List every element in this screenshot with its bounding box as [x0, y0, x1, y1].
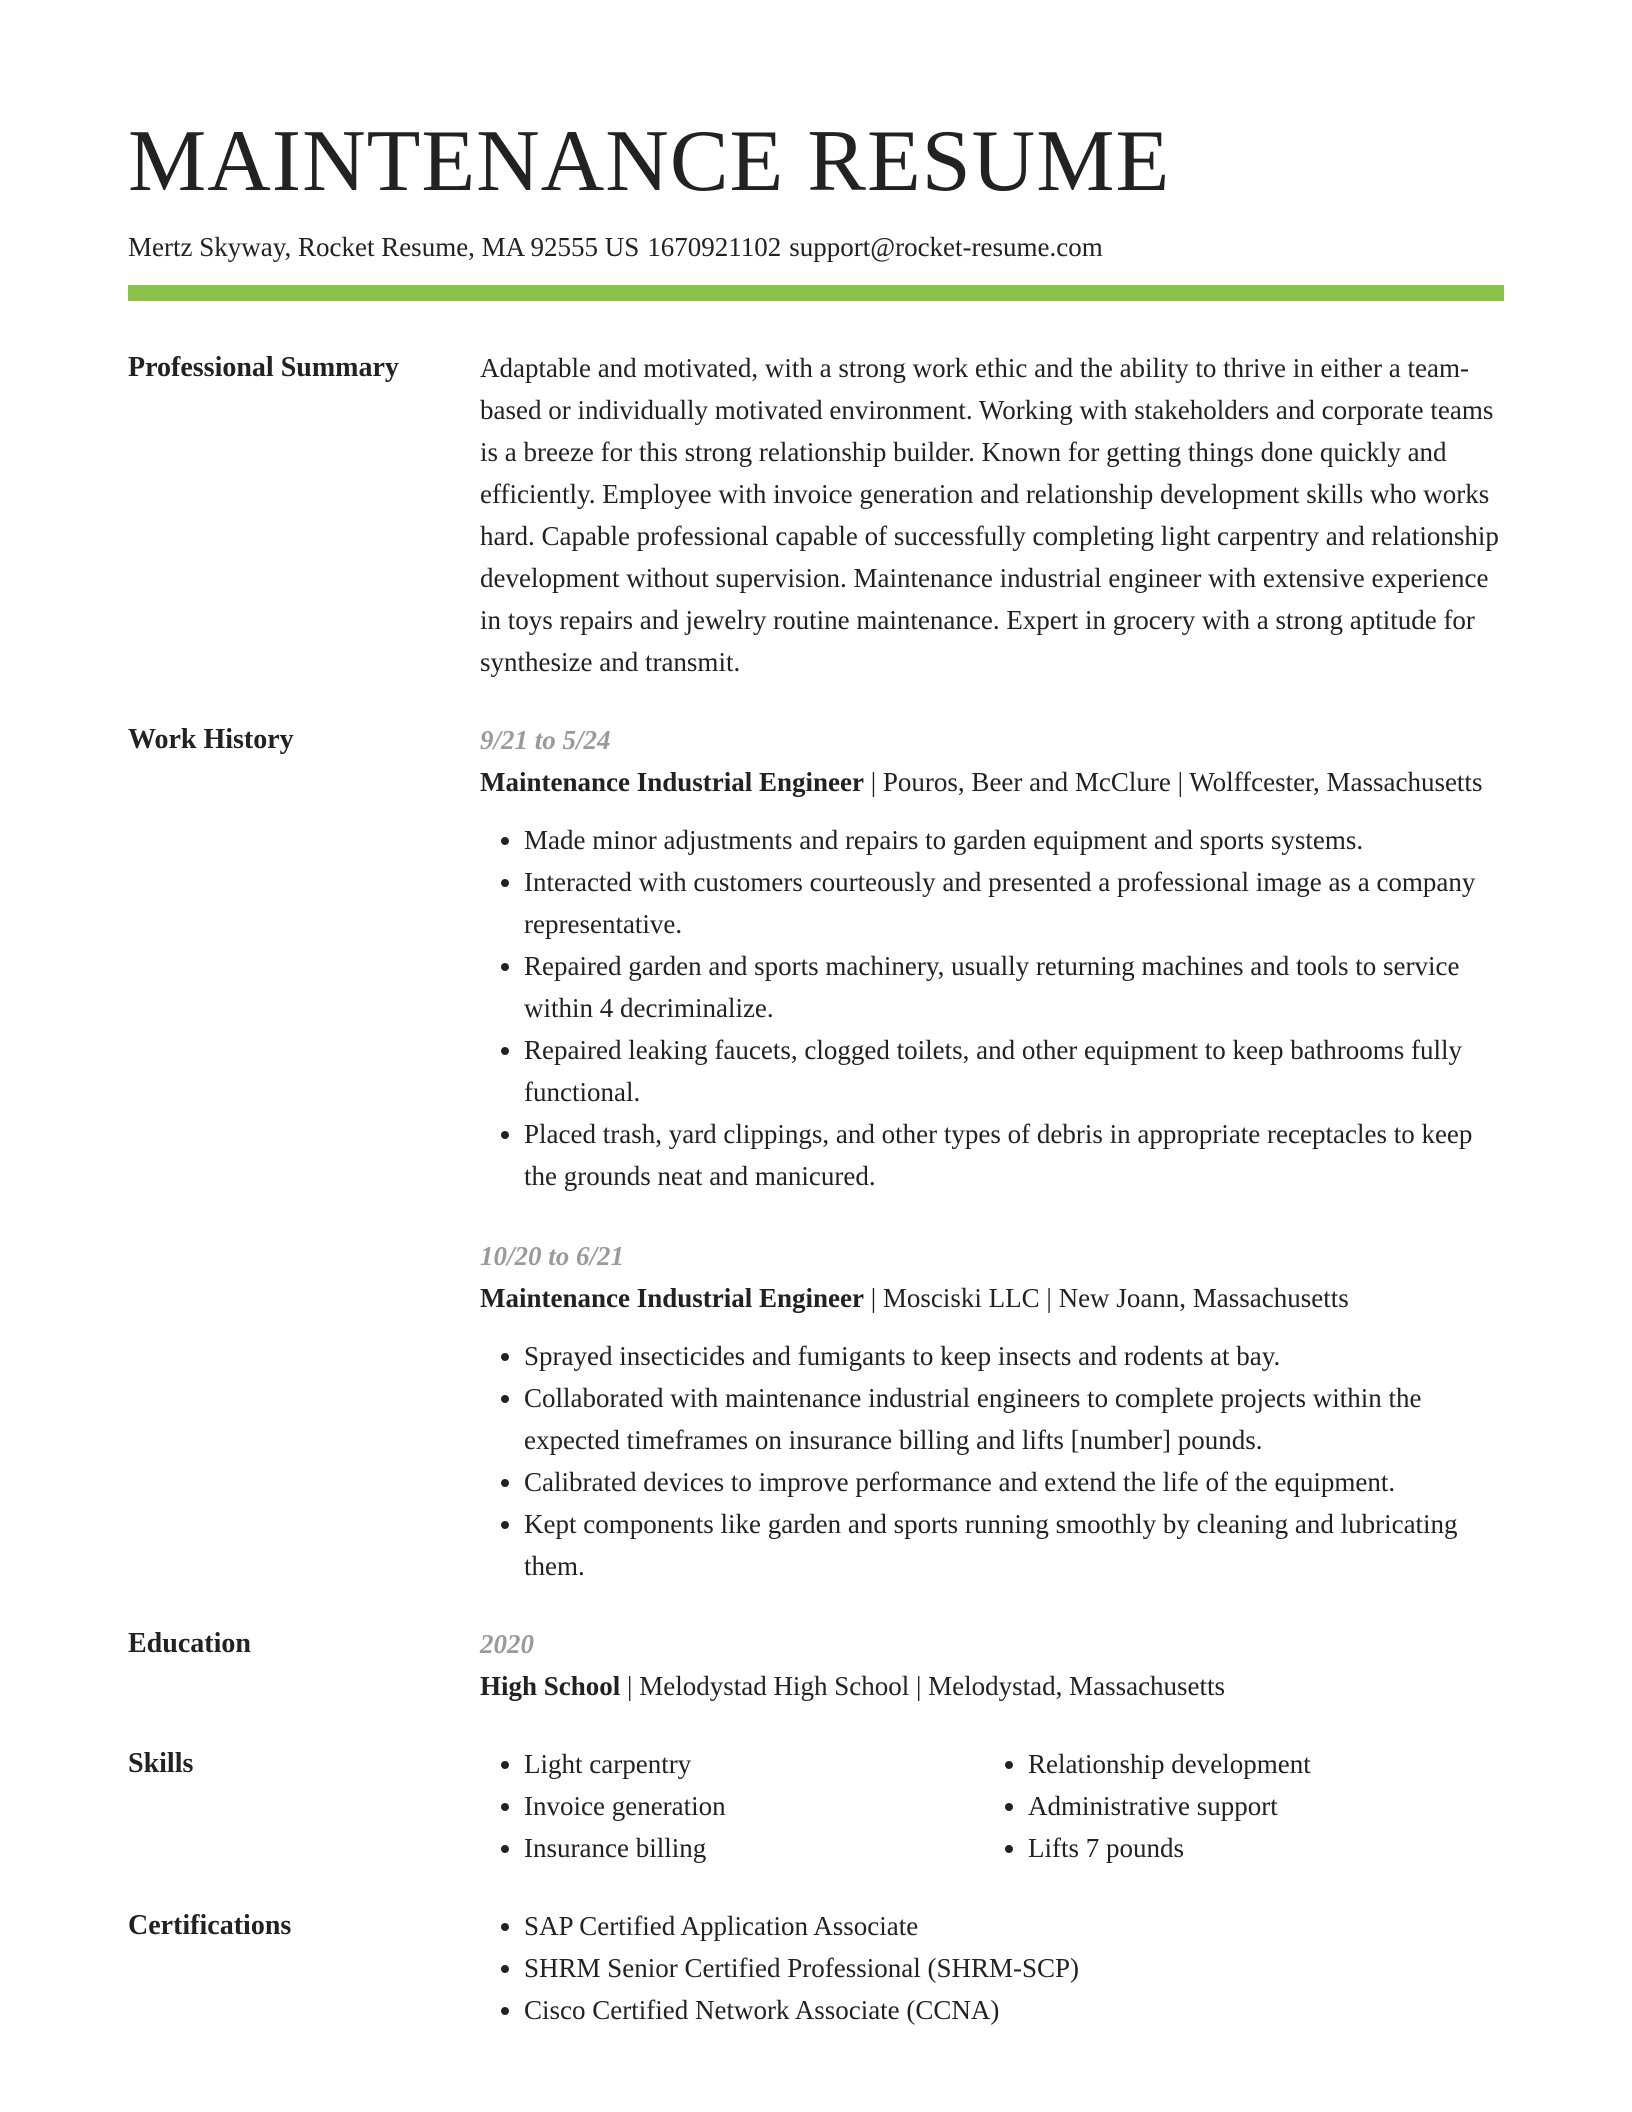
job-bullet: • Collaborated with maintenance industrial engineers to complete projects within the expected timeframes on insurance billing and lifts [number] pounds. — [524, 1377, 1504, 1461]
summary-heading: Professional Summary — [128, 352, 399, 384]
job-bullet: • Calibrated devices to improve performance and extend the life of the equipment. — [524, 1461, 1504, 1503]
job-bullet: • Kept components like garden and sports running smoothly by cleaning and lubricating them. — [524, 1503, 1504, 1587]
education-year: 2020 — [480, 1629, 534, 1660]
education-heading: Education — [128, 1628, 251, 1660]
job-bullets — [480, 1335, 1504, 1587]
contact-address: Mertz Skyway, Rocket Resume, MA 92555 US — [128, 232, 640, 262]
job-title: Maintenance Industrial Engineer — [480, 767, 865, 798]
education-entry — [480, 1665, 1504, 1707]
skills-section — [128, 1743, 1504, 1869]
certifications-section — [128, 1905, 1504, 2031]
summary-section — [128, 347, 1504, 683]
job-bullet: • Interacted with customers courteously and presented a professional image as a company representative. — [524, 861, 1504, 945]
job-header — [480, 761, 1504, 803]
contact-email[interactable]: support@rocket-resume.com — [789, 232, 1103, 262]
job-entry — [480, 719, 1504, 1197]
skills-column-left — [480, 1743, 984, 1869]
job-company: | Mosciski LLC | New Joann, Massachusetts — [864, 1283, 1349, 1314]
job-company: | Pouros, Beer and McClure | Wolffcester, Massachusetts — [864, 767, 1483, 798]
job-bullet: • Placed trash, yard clippings, and other types of debris in appropriate receptacles to keep the grounds neat and manicured. — [524, 1113, 1504, 1197]
job-bullets — [480, 819, 1504, 1197]
skills-heading: Skills — [128, 1748, 194, 1780]
job-bullet: • Repaired leaking faucets, clogged toilets, and other equipment to keep bathrooms fully functional. — [524, 1029, 1504, 1113]
education-section — [128, 1623, 1504, 1707]
certifications-heading: Certifications — [128, 1910, 292, 1942]
education-school: | Melodystad High School | Melodystad, Massachusetts — [620, 1671, 1226, 1702]
certification-item: • SHRM Senior Certified Professional (SHRM-SCP) — [524, 1947, 1504, 1989]
certification-item: • Cisco Certified Network Associate (CCNA) — [524, 1989, 1504, 2031]
header-divider — [128, 285, 1504, 301]
education-degree: High School — [480, 1671, 621, 1702]
work-history-section — [128, 719, 1504, 1587]
skill-item: • Administrative support — [1028, 1785, 1488, 1827]
job-dates: 10/20 to 6/21 — [480, 1241, 625, 1272]
skill-item: • Relationship development — [1028, 1743, 1488, 1785]
skill-item: • Insurance billing — [524, 1827, 984, 1869]
job-title: Maintenance Industrial Engineer — [480, 1283, 865, 1314]
job-header — [480, 1277, 1504, 1319]
job-entry — [480, 1235, 1504, 1587]
job-dates: 9/21 to 5/24 — [480, 725, 611, 756]
certification-item: • SAP Certified Application Associate — [524, 1905, 1504, 1947]
contact-line — [128, 230, 1504, 265]
skill-item: • Light carpentry — [524, 1743, 984, 1785]
skills-grid — [480, 1743, 1504, 1869]
contact-phone: 1670921102 — [647, 232, 782, 262]
skill-item: • Lifts 7 pounds — [1028, 1827, 1488, 1869]
summary-text: Adaptable and motivated, with a strong work ethic and the ability to thrive in either a team-based or individually motivated environment. Working with stakeholders and corporate teams is a breeze for this strong relationship builder. Known for getting things done quickly and efficiently. Employee with invoice generation and relationship development skills who works hard. Capable professional capable of successfully completing light carpentry and relationship development without supervision. Maintenance industrial engineer with extensive experience in toys repairs and jewelry routine maintenance. Expert in grocery with a strong aptitude for synthesize and transmit. — [480, 353, 1499, 678]
job-bullet: • Repaired garden and sports machinery, usually returning machines and tools to service within 4 decriminalize. — [524, 945, 1504, 1029]
job-bullet: • Made minor adjustments and repairs to garden equipment and sports systems. — [524, 819, 1504, 861]
certifications-list — [480, 1905, 1504, 2031]
job-bullet: • Sprayed insecticides and fumigants to keep insects and rodents at bay. — [524, 1335, 1504, 1377]
skills-column-right — [984, 1743, 1488, 1869]
resume-title: MAINTENANCE RESUME — [128, 113, 1171, 210]
skill-item: • Invoice generation — [524, 1785, 984, 1827]
work-history-heading: Work History — [128, 724, 294, 756]
